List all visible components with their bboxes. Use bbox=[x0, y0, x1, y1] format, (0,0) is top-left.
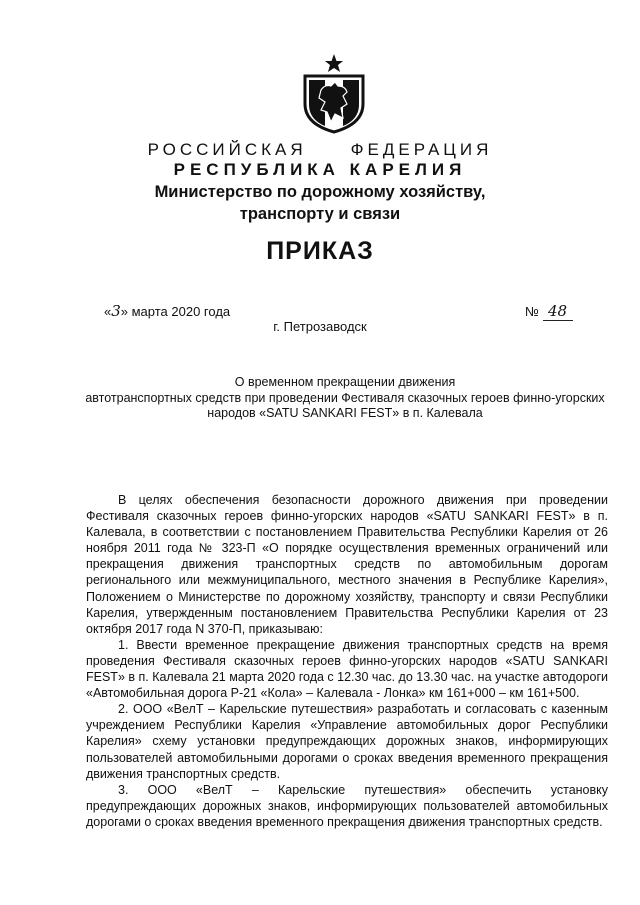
date-day-handwritten: 3 bbox=[111, 302, 121, 320]
country-name bbox=[0, 140, 640, 160]
city: г. Петрозаводск bbox=[273, 319, 367, 334]
order-body bbox=[86, 492, 608, 830]
karelia-coat-of-arms-icon bbox=[301, 52, 367, 134]
order-item-2: 2. ООО «ВелТ – Карельские путешествия» разработать и согласовать с казенным учреждением Республики Карелия «Управление автомобильных дорог Республики Карелия» схему установки предупреждающих дорожных знаков, информирующих пользователей автомобильными дорогами о сроках введения временного прекращения движения транспортных средств. bbox=[86, 702, 608, 781]
order-subject bbox=[50, 375, 640, 422]
subject-line-1: О временном прекращении движения bbox=[234, 375, 456, 389]
number-prefix: № bbox=[525, 304, 543, 319]
preamble-paragraph: В целях обеспечения безопасности дорожного движения при проведении Фестиваля сказочных героев финно-угорских народов «SATU SANKARI FEST» в п. Калевала, в соответствии с постановлением Правительства Республики Карелия от 26 ноября 2011 года № 323-П «О порядке осуществления временных ограничений или прекращения движения транспортных средств по автомобильным дорогам регионального или межмуниципального, местного значения в Республике Карелия», Положением о Министерстве по дорожному хозяйству, транспорту и связи Республики Карелия, утвержденным постановлением Правительства Республики Карелия от 23 октября 2017 года N 370-П, приказываю: bbox=[86, 493, 608, 636]
republic-name: РЕСПУБЛИКА КАРЕЛИЯ bbox=[173, 160, 467, 179]
ministry-name-line-2: транспорту и связи bbox=[239, 205, 401, 223]
ministry-name-line-1: Министерство по дорожному хозяйству, bbox=[154, 183, 486, 201]
date-rest: » марта 2020 года bbox=[120, 304, 231, 319]
order-item-1: 1. Ввести временное прекращение движения транспортных средств на время проведения Фестиваля сказочных героев финно-угорских народов «SATU SANKARI FEST» в п. Калевала 21 марта 2020 года с 12.30 час. до 13.30 час. на участке автодороги «Автомобильная дорога Р-21 «Кола» – Калевала - Лонка» км 161+000 – км 161+500. bbox=[86, 637, 609, 701]
country-word-2: ФЕДЕРАЦИЯ bbox=[350, 140, 493, 159]
number-value-handwritten: 48 bbox=[543, 302, 573, 321]
document-type-title: ПРИКАЗ bbox=[266, 237, 374, 265]
date-prefix: « bbox=[104, 304, 112, 319]
subject-line-3: народов «SATU SANKARI FEST» в п. Калевала bbox=[207, 406, 483, 420]
order-date bbox=[104, 302, 230, 320]
order-item-3: 3. ООО «ВелТ – Карельские путешествия» обеспечить установку предупреждающих дорожных знаков, информирующих пользователей автомобильных дорогами о сроках введения временного прекращения движения транспортных средств. bbox=[86, 782, 608, 829]
subject-line-2: автотранспортных средств при проведении Фестиваля сказочных героев финно-угорских bbox=[85, 390, 605, 405]
country-word-1: РОССИЙСКАЯ bbox=[147, 140, 307, 159]
